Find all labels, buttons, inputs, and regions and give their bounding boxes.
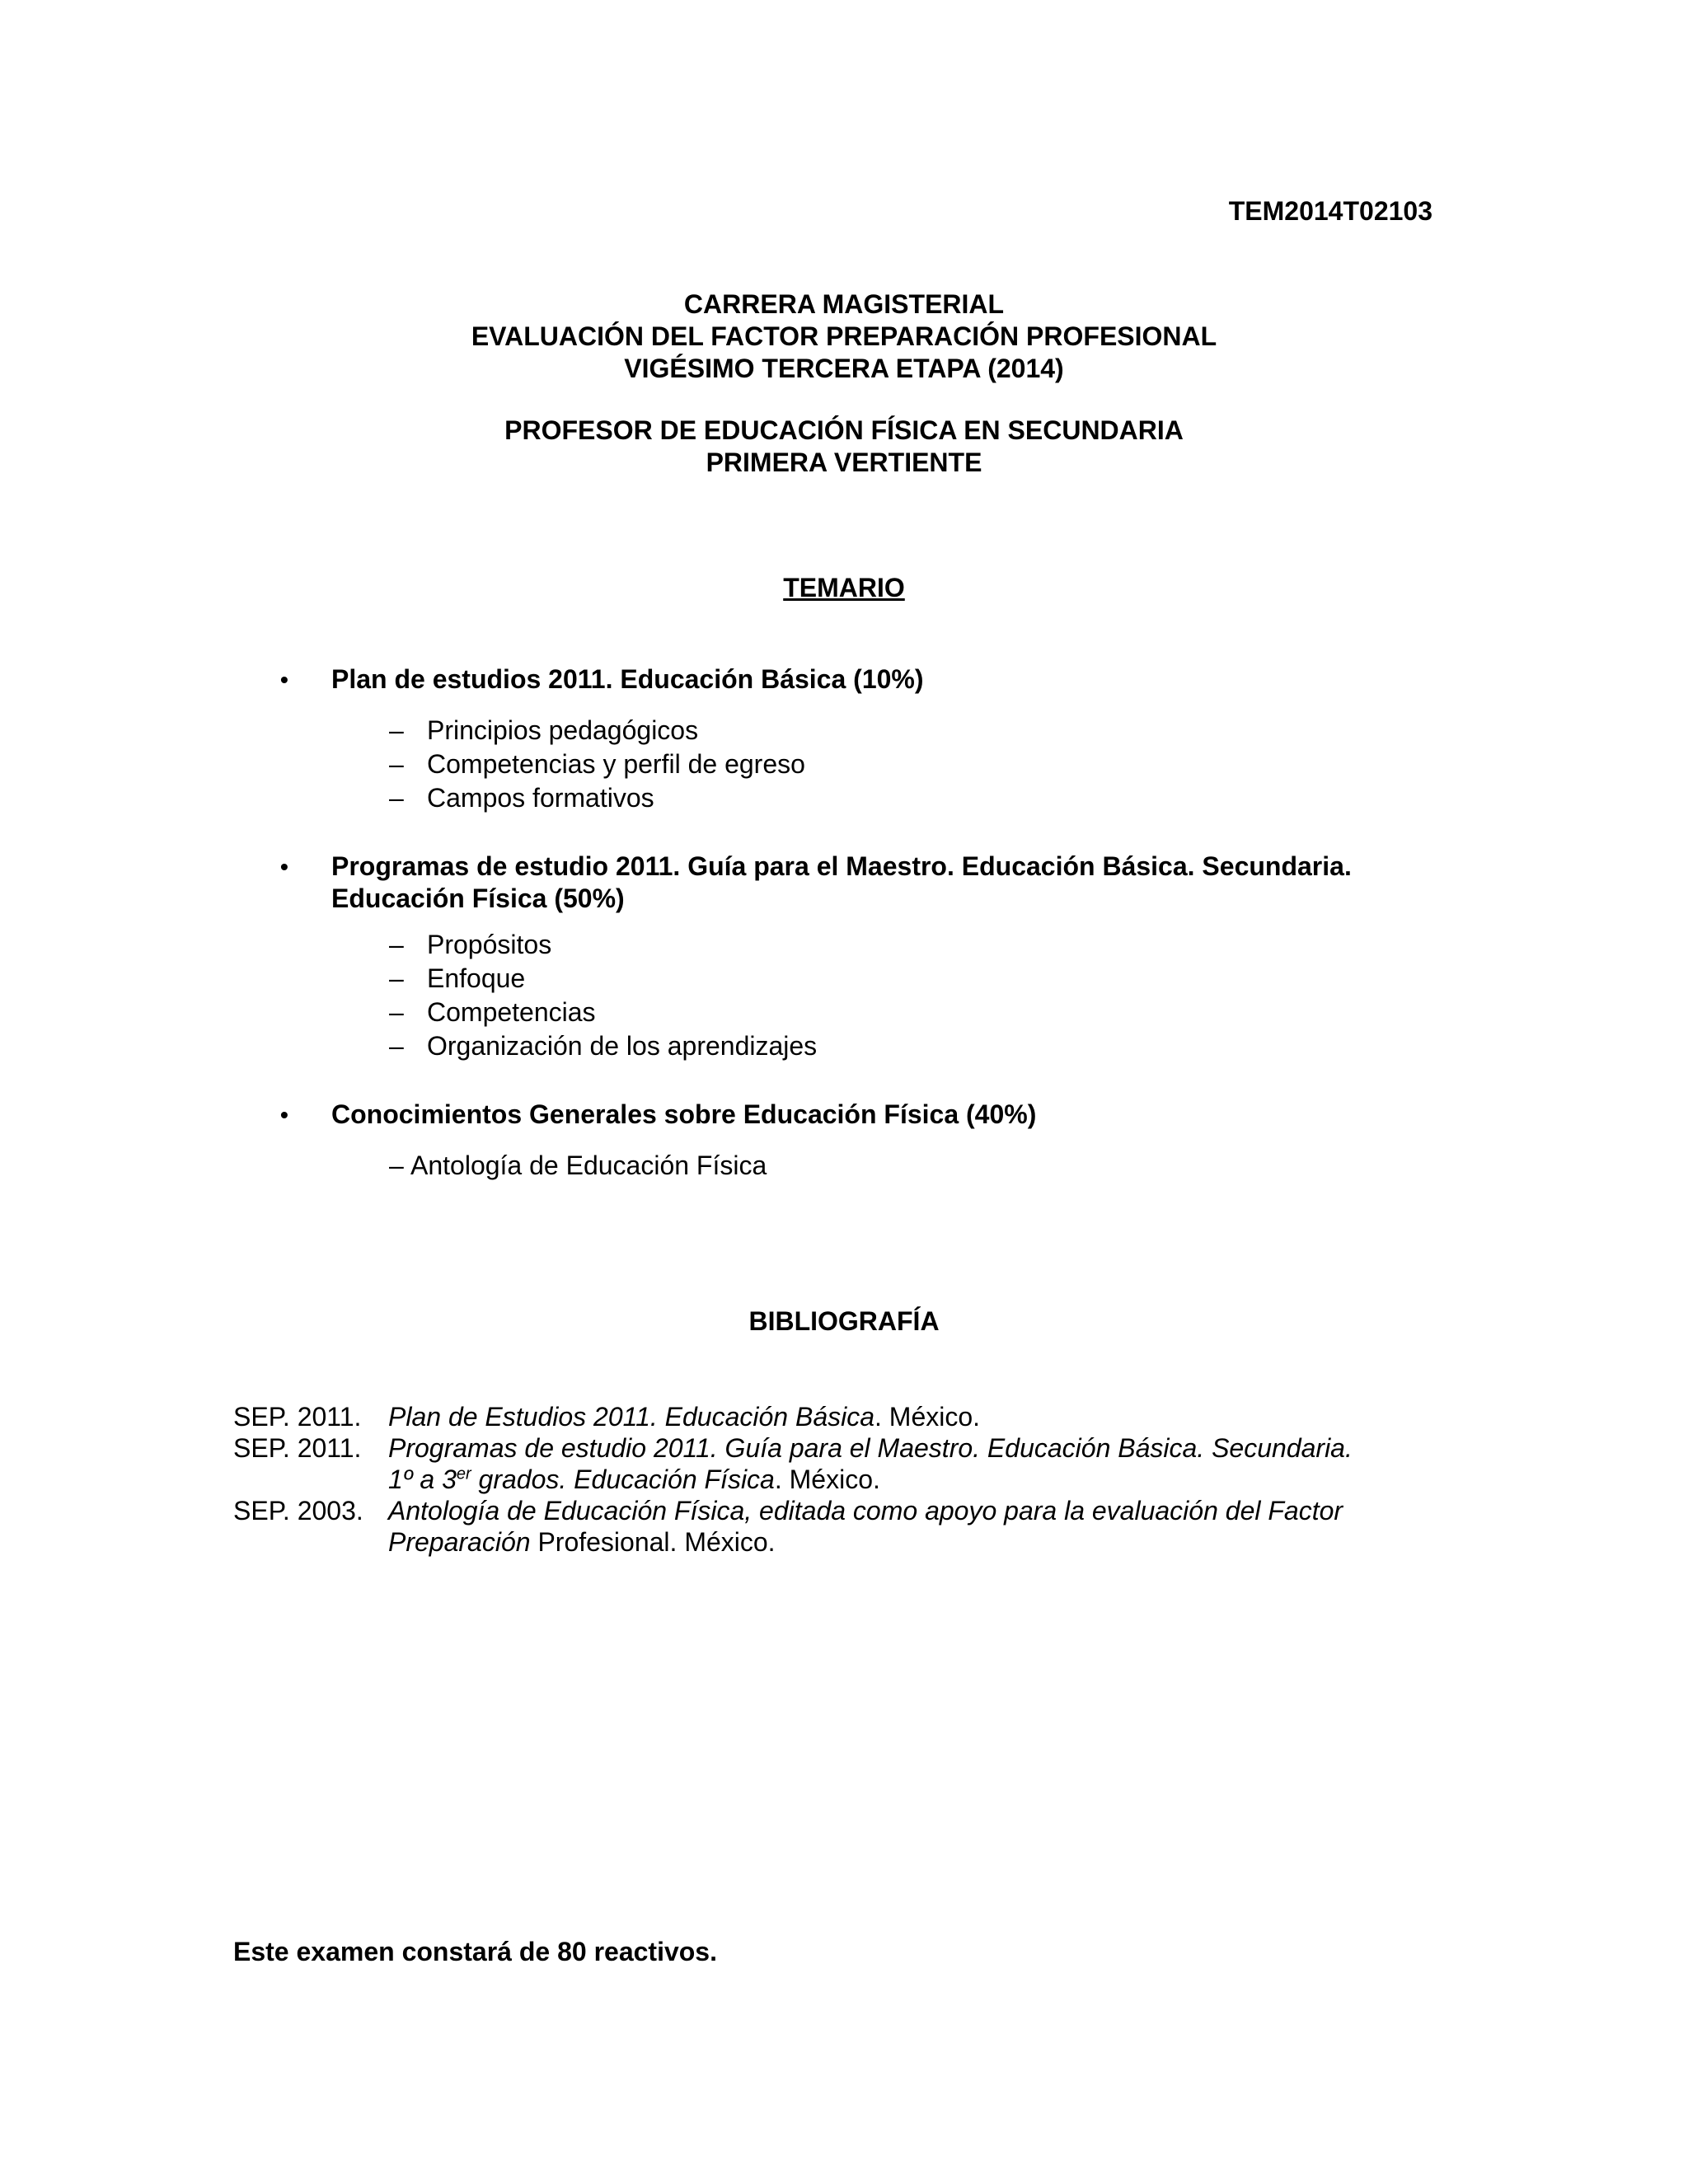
topic-label: Conocimientos Generales sobre Educación Física (40%) <box>331 1099 1037 1129</box>
list-item <box>389 748 805 781</box>
bibliography-entry <box>233 1401 1470 1432</box>
bullet-icon: • <box>280 1102 288 1127</box>
dash-icon: – <box>389 963 404 993</box>
header-line-1: CARRERA MAGISTERIAL <box>683 289 1005 319</box>
bibliography-title: Programas de estudio 2011. Guía para el Maestro. Educación Básica. Secundaria. <box>388 1433 1353 1463</box>
list-item-text: Competencias <box>427 997 596 1027</box>
header-line-2: EVALUACIÓN DEL FACTOR PREPARACIÓN PROFESIONAL <box>471 321 1217 351</box>
temario-topic-1-items <box>389 714 805 815</box>
document-code: TEM2014T02103 <box>1228 196 1432 226</box>
temario-topic-1 <box>280 663 1451 696</box>
header-line-3: VIGÉSIMO TERCERA ETAPA (2014) <box>624 354 1064 383</box>
bullet-icon: • <box>280 667 288 692</box>
list-item-text: Propósitos <box>427 930 552 959</box>
bibliografia-list <box>233 1401 1470 1558</box>
temario-topic-2 <box>280 851 1451 915</box>
dash-icon: – <box>389 715 404 745</box>
list-item <box>389 962 817 996</box>
bibliography-source: SEP. 2011. <box>233 1433 362 1463</box>
dash-icon: – <box>389 749 404 779</box>
bibliography-title: Plan de Estudios 2011. Educación Básica <box>388 1402 875 1432</box>
bullet-icon: • <box>280 854 288 879</box>
bibliography-title: Antología de Educación Física, editada como apoyo para la evaluación del Factor <box>388 1496 1343 1526</box>
temario-topic-3-items <box>389 1149 767 1183</box>
bibliography-title-continued: Preparación <box>388 1527 531 1557</box>
dash-icon: – <box>389 997 404 1027</box>
list-item <box>389 996 817 1029</box>
document-header <box>0 288 1688 385</box>
dash-icon: – <box>389 1151 404 1180</box>
list-item <box>389 1029 817 1063</box>
grade-range-start: 1º a 3 <box>388 1465 457 1494</box>
bibliography-source: SEP. 2011. <box>233 1402 362 1432</box>
bibliography-title-continued <box>388 1465 775 1494</box>
list-item <box>389 928 817 962</box>
ordinal-suffix: er <box>456 1465 471 1483</box>
dash-icon: – <box>389 783 404 813</box>
temario-topic-2-items <box>389 928 817 1063</box>
subheader-line-1: PROFESOR DE EDUCACIÓN FÍSICA EN SECUNDARIA <box>504 415 1184 445</box>
topic-label: Plan de estudios 2011. Educación Básica (10%) <box>331 664 924 694</box>
bibliography-rest: Profesional. México. <box>530 1527 776 1557</box>
subheader-line-2: PRIMERA VERTIENTE <box>706 448 982 477</box>
bibliography-rest: . México. <box>774 1465 880 1494</box>
list-item <box>389 781 805 815</box>
bibliography-rest: . México. <box>874 1402 981 1432</box>
bibliografia-title: BIBLIOGRAFÍA <box>748 1306 940 1336</box>
grade-range-end: grados. Educación Física <box>471 1465 775 1494</box>
list-item-text: Enfoque <box>427 963 526 993</box>
exam-note: Este examen constará de 80 reactivos. <box>233 1937 717 1966</box>
list-item-text: Organización de los aprendizajes <box>427 1031 818 1061</box>
dash-icon: – <box>389 1031 404 1061</box>
topic-label: Programas de estudio 2011. Guía para el Maestro. Educación Básica. Secundaria. <box>331 851 1352 881</box>
bibliography-entry <box>233 1495 1470 1558</box>
list-item-text: Antología de Educación Física <box>410 1151 767 1180</box>
topic-label-continued: Educación Física (50%) <box>331 883 625 913</box>
bibliography-source: SEP. 2003. <box>233 1496 363 1526</box>
temario-topic-3 <box>280 1099 1451 1131</box>
list-item-text: Competencias y perfil de egreso <box>427 749 805 779</box>
list-item-text: Campos formativos <box>427 783 654 813</box>
temario-title: TEMARIO <box>783 573 905 602</box>
dash-icon: – <box>389 930 404 959</box>
bibliography-entry <box>233 1432 1470 1495</box>
list-item-text: Principios pedagógicos <box>427 715 699 745</box>
list-item <box>389 1149 767 1183</box>
list-item <box>389 714 805 748</box>
document-subheader <box>0 415 1688 479</box>
